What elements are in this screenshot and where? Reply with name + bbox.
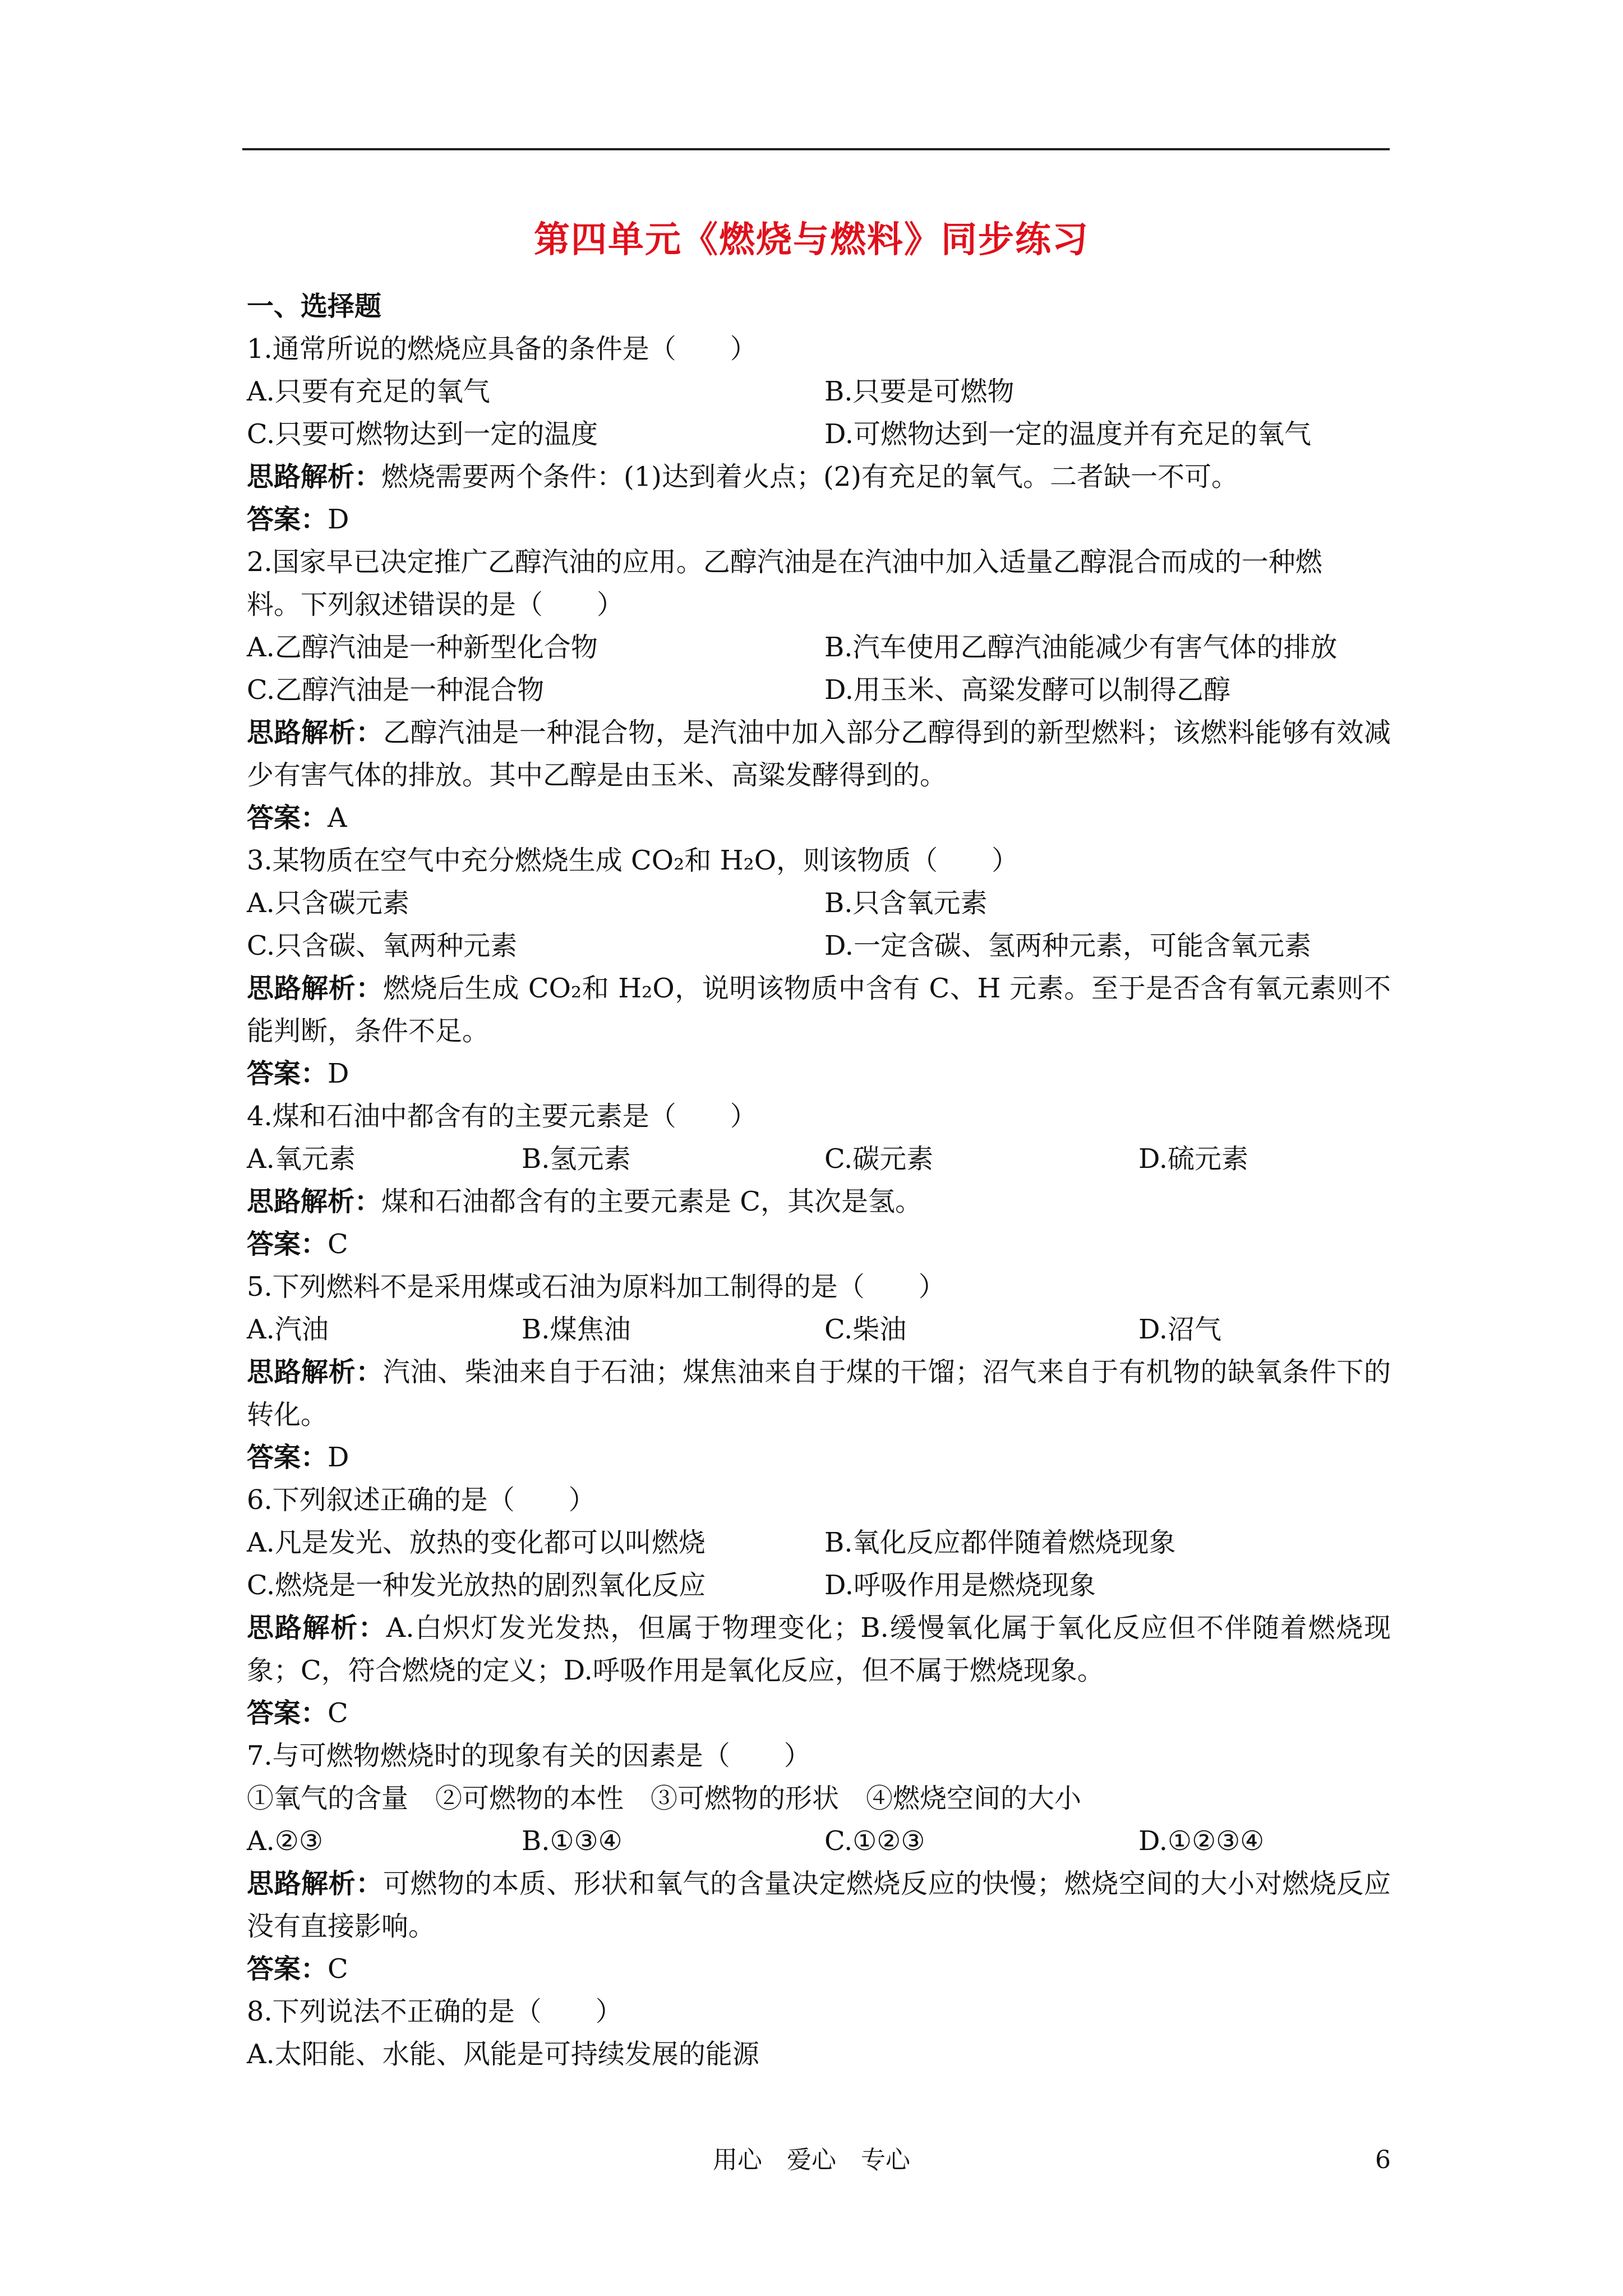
- option-text: A.只要有充足的氧气: [247, 376, 490, 407]
- option-text: A.汽油: [247, 1314, 329, 1345]
- question-stem-line: 4.煤和石油中都含有的主要元素是（ ）: [247, 1101, 757, 1132]
- analysis-text: 可燃物的本质、形状和氧气的含量决定燃烧反应的快慢；燃烧空间的大小对燃烧反应没有直接影响。: [247, 1868, 1391, 1942]
- answer-line: [247, 797, 1391, 839]
- question-stem-line: 2.国家早已决定推广乙醇汽油的应用。乙醇汽油是在汽油中加入适量乙醇混合而成的一种燃: [247, 546, 1322, 578]
- analysis-label: 思路解析：: [247, 461, 382, 493]
- option-row: [247, 413, 1391, 455]
- answer-label: 答案：: [247, 802, 328, 834]
- option-text: C.柴油: [824, 1314, 907, 1345]
- option-text: A.氧元素: [247, 1143, 356, 1175]
- question-stem-line: 7.与可燃物燃烧时的现象有关的因素是（ ）: [247, 1740, 811, 1772]
- page-title: 第四单元《燃烧与燃料》同步练习: [534, 219, 1089, 261]
- question-block: [247, 1734, 1391, 1990]
- section-heading: 一、选择题: [247, 291, 382, 322]
- option-text: A.凡是发光、放热的变化都可以叫燃烧: [247, 1527, 706, 1558]
- option-row: [247, 882, 1391, 924]
- footer-text: 用心 爱心 专心: [713, 2146, 910, 2174]
- document-body: [247, 285, 1391, 2076]
- answer-line: [247, 1436, 1391, 1479]
- option-text: D.①②③④: [1138, 1825, 1265, 1857]
- option-text: D.呼吸作用是燃烧现象: [824, 1570, 1096, 1601]
- analysis-label: 思路解析：: [247, 1186, 382, 1217]
- question-stem-line: ①氧气的含量 ②可燃物的本性 ③可燃物的形状 ④燃烧空间的大小: [247, 1783, 1082, 1814]
- analysis-paragraph: [247, 455, 1391, 498]
- option-text: A.太阳能、水能、风能是可持续发展的能源: [247, 2039, 759, 2070]
- option-row: [247, 1564, 1391, 1607]
- answer-label: 答案：: [247, 1953, 328, 1985]
- option-text: D.沼气: [1138, 1314, 1222, 1345]
- question-block: [247, 839, 1391, 1095]
- question-stem-line: 1.通常所说的燃烧应具备的条件是（ ）: [247, 333, 757, 365]
- answer-value: C: [328, 1697, 348, 1729]
- answer-line: [247, 1948, 1391, 1990]
- answer-label: 答案：: [247, 1697, 328, 1729]
- analysis-label: 思路解析：: [247, 973, 383, 1004]
- analysis-paragraph: [247, 1607, 1391, 1692]
- analysis-text: 乙醇汽油是一种混合物，是汽油中加入部分乙醇得到的新型燃料；该燃料能够有效减少有害气体的排放。其中乙醇是由玉米、高粱发酵得到的。: [247, 717, 1391, 791]
- question-stem-line: 6.下列叙述正确的是（ ）: [247, 1484, 596, 1516]
- question-block: [247, 1266, 1391, 1479]
- analysis-text: 汽油、柴油来自于石油；煤焦油来自于煤的干馏；沼气来自于有机物的缺氧条件下的转化。: [247, 1356, 1391, 1430]
- option-row: [247, 669, 1391, 711]
- answer-value: D: [328, 504, 349, 535]
- option-row: [247, 626, 1391, 669]
- option-row: [247, 1521, 1391, 1564]
- option-text: B.只含氧元素: [824, 887, 988, 919]
- option-row: [247, 1820, 1391, 1862]
- option-text: A.乙醇汽油是一种新型化合物: [247, 632, 598, 663]
- analysis-paragraph: [247, 1180, 1391, 1223]
- analysis-paragraph: [247, 1862, 1391, 1948]
- question-block: [247, 1095, 1391, 1266]
- analysis-paragraph: [247, 711, 1391, 797]
- option-text: D.用玉米、高粱发酵可以制得乙醇: [824, 674, 1231, 706]
- answer-label: 答案：: [247, 504, 328, 535]
- option-text: C.只要可燃物达到一定的温度: [247, 418, 598, 450]
- option-row: [247, 924, 1391, 967]
- option-text: B.只要是可燃物: [824, 376, 1015, 407]
- analysis-text: A.白炽灯发光发热，但属于物理变化；B.缓慢氧化属于氧化反应但不伴随着燃烧现象；C，符合燃烧的定义；D.呼吸作用是氧化反应，但不属于燃烧现象。: [247, 1612, 1391, 1686]
- answer-value: A: [328, 802, 347, 834]
- question-stem-line: 3.某物质在空气中充分燃烧生成 CO₂和 H₂O，则该物质（ ）: [247, 845, 1019, 876]
- option-row: [247, 2033, 1391, 2076]
- answer-label: 答案：: [247, 1442, 328, 1473]
- option-text: C.燃烧是一种发光放热的剧烈氧化反应: [247, 1570, 706, 1601]
- option-row: [247, 1138, 1391, 1180]
- option-row: [247, 370, 1391, 413]
- analysis-label: 思路解析：: [247, 1868, 383, 1899]
- question-block: [247, 541, 1391, 839]
- answer-line: [247, 1052, 1391, 1095]
- answer-line: [247, 1223, 1391, 1266]
- header-rule: [242, 148, 1390, 150]
- analysis-text: 煤和石油都含有的主要元素是 C，其次是氢。: [381, 1186, 923, 1217]
- option-text: B.汽车使用乙醇汽油能减少有害气体的排放: [824, 632, 1338, 663]
- option-text: D.可燃物达到一定的温度并有充足的氧气: [824, 418, 1312, 450]
- analysis-text: 燃烧需要两个条件：(1)达到着火点；(2)有充足的氧气。二者缺一不可。: [381, 461, 1239, 493]
- option-text: B.氢元素: [522, 1143, 631, 1175]
- option-text: C.乙醇汽油是一种混合物: [247, 674, 545, 706]
- analysis-label: 思路解析：: [247, 1612, 386, 1644]
- question-block: [247, 1990, 1391, 2076]
- question-block: [247, 1479, 1391, 1734]
- page-number: 6: [1375, 2146, 1391, 2174]
- option-text: B.煤焦油: [522, 1314, 631, 1345]
- analysis-text: 燃烧后生成 CO₂和 H₂O，说明该物质中含有 C、H 元素。至于是否含有氧元素则不能判断，条件不足。: [247, 973, 1391, 1047]
- question-stem-line: 5.下列燃料不是采用煤或石油为原料加工制得的是（ ）: [247, 1271, 946, 1303]
- analysis-label: 思路解析：: [247, 1356, 383, 1388]
- option-row: [247, 1308, 1391, 1351]
- option-text: B.①③④: [522, 1825, 623, 1857]
- option-text: D.一定含碳、氢两种元素，可能含氧元素: [824, 930, 1312, 961]
- option-text: A.②③: [247, 1825, 323, 1857]
- answer-label: 答案：: [247, 1228, 328, 1260]
- answer-line: [247, 1692, 1391, 1734]
- option-text: C.①②③: [824, 1825, 925, 1857]
- answer-value: D: [328, 1058, 349, 1089]
- answer-label: 答案：: [247, 1058, 328, 1089]
- option-text: A.只含碳元素: [247, 887, 409, 919]
- option-text: C.只含碳、氧两种元素: [247, 930, 518, 961]
- question-block: [247, 328, 1391, 541]
- question-stem-line: 料。下列叙述错误的是（ ）: [247, 589, 624, 620]
- option-text: D.硫元素: [1138, 1143, 1249, 1175]
- answer-line: [247, 498, 1391, 541]
- option-text: B.氧化反应都伴随着燃烧现象: [824, 1527, 1176, 1558]
- answer-value: C: [328, 1228, 348, 1260]
- answer-value: C: [328, 1953, 348, 1985]
- answer-value: D: [328, 1442, 349, 1473]
- analysis-paragraph: [247, 1351, 1391, 1436]
- option-text: C.碳元素: [824, 1143, 934, 1175]
- question-stem-line: 8.下列说法不正确的是（ ）: [247, 1996, 623, 2027]
- analysis-paragraph: [247, 967, 1391, 1052]
- analysis-label: 思路解析：: [247, 717, 383, 748]
